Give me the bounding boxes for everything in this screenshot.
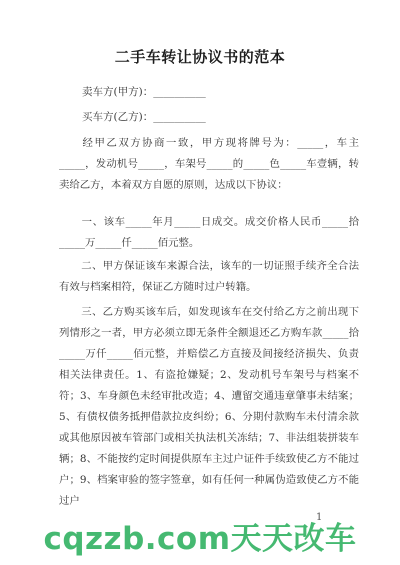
paragraph-text: 二、甲方保证该车来源合法，该车的一切证照手续齐全合法有效与档案相符，保证乙方随时过户转籍。 <box>59 260 359 293</box>
paragraph-text: 经甲乙双方协商一致，甲方现将牌号为：_____，车主_____，发动机号_____，车架号_____的_____色_____车壹辆，转卖给乙方，本着双方自愿的原则，达成以下协议： <box>59 137 359 191</box>
paragraph-clause-2 <box>59 256 359 298</box>
buyer-line: 买车方(乙方)：__________ <box>82 111 206 123</box>
paragraph-text: 三、乙方购买该车后，如发现该车在交付给乙方之前出现下列情形之一者，甲方必须立即无条件全额退还乙方购车款_____拾_____万仟_____佰元整，并赔偿乙方直接及间接经济损失、负责相关法律责任。1、有盗抢嫌疑；2、发动机号车架号与档案不符；3、车身颜色未经审批改造；4、遭留交通违章肇事未结案；5、有债权债务抵押借款拉皮纠纷；6、分期付款购车未付清余款或其他原因被车管部门或相关执法机关冻结；7、非法组装拼装车辆；8、不能按约定时间提供原车主过户证件手续致使乙方不能过户；9、档案审验的签字签章，如有任何一种属伪造致使乙方不能过户 <box>59 306 359 507</box>
paragraph-text: 一、该车_____年月_____日成交。成交价格人民币_____拾_____万_____仟_____佰元整。 <box>59 216 359 249</box>
site-watermark: cqzzb.com天天改车 <box>43 521 357 557</box>
paragraph-clause-1 <box>59 212 359 254</box>
document-title: 二手车转让协议书的范本 <box>114 48 286 66</box>
page-number: 1 <box>316 512 323 523</box>
seller-line: 卖车方(甲方)：__________ <box>82 86 206 98</box>
paragraph-clause-3 <box>59 302 359 512</box>
paragraph-intro <box>59 133 359 196</box>
